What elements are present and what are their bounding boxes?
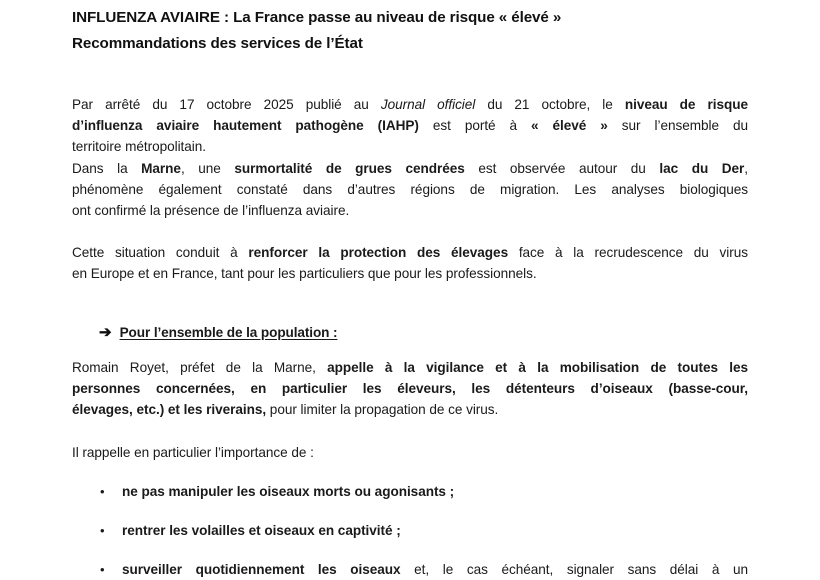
- list-item: [100, 559, 748, 580]
- paragraph-line: [72, 399, 748, 420]
- list-item-text: [122, 520, 748, 541]
- text-run-bold: surmortalité de grues cendrées: [234, 160, 465, 176]
- paragraph-prefet: [72, 357, 748, 421]
- text-run: face à la recrudescence du virus: [508, 245, 748, 261]
- document-content: [72, 0, 748, 580]
- paragraph-line: [72, 378, 748, 399]
- paragraph-line: en Europe et en France, tant pour les particuliers que pour les professionnels.: [72, 266, 537, 282]
- paragraph-arrete: [72, 94, 748, 158]
- list-item-text: [122, 559, 748, 580]
- text-run: Cette situation conduit à: [72, 245, 249, 261]
- text-run: Dans la: [72, 160, 142, 176]
- paragraph-line: [72, 158, 748, 179]
- text-run-bold: personnes concernées, en particulier les éleveurs, les détenteurs d’oiseaux (basse-cour,: [72, 380, 748, 396]
- paragraph-renforcement: [72, 242, 748, 284]
- arrow-right-icon: ➔: [99, 323, 112, 341]
- paragraph-line: [72, 94, 748, 115]
- paragraph-line: phénomène également constaté dans d’autres régions de migration. Les analyses biologiques: [72, 181, 748, 197]
- text-run-bold: renforcer la protection des élevages: [248, 245, 509, 261]
- title-line-1: INFLUENZA AVIAIRE : La France passe au niveau de risque « élevé »: [72, 9, 562, 26]
- journal-officiel-italic: Journal officiel: [380, 97, 476, 112]
- section-heading-label: Pour l’ensemble de la population :: [119, 324, 338, 340]
- recommendations-list: [72, 481, 748, 580]
- text-run: , une: [180, 160, 235, 176]
- list-item: [100, 481, 748, 502]
- paragraph-line: [72, 242, 748, 263]
- paragraph-line: [72, 115, 748, 136]
- text-run-bold: « élevé »: [531, 118, 608, 134]
- text-run: sur l’ensemble du: [607, 118, 748, 134]
- text-run-bold: appelle à la vigilance et à la mobilisation de toutes les: [327, 359, 748, 375]
- text-run: et, le cas échéant, signaler sans délai à un: [400, 562, 748, 578]
- section-heading-population: [99, 323, 748, 343]
- text-run-bold: ne pas manipuler les oiseaux morts ou agonisants ;: [122, 484, 455, 500]
- text-run: du 21 octobre, le: [475, 97, 625, 112]
- paragraph-line: Il rappelle en particulier l’importance de :: [72, 445, 314, 461]
- text-run-bold: lac du Der: [659, 160, 745, 176]
- text-run-bold: niveau de risque: [624, 97, 749, 112]
- list-item-text: [122, 481, 748, 502]
- bullet-icon: •: [100, 484, 105, 500]
- text-run: est observée autour du: [464, 160, 660, 176]
- text-run: Romain Royet, préfet de la Marne,: [72, 359, 328, 375]
- bullet-icon: •: [100, 523, 105, 539]
- paragraph-line: [72, 357, 748, 378]
- text-run: est porté à: [418, 118, 532, 134]
- paragraph-line: territoire métropolitain.: [72, 139, 206, 155]
- text-run-bold: d’influenza aviaire hautement pathogène (IAHP): [72, 118, 419, 134]
- list-item: [100, 520, 748, 541]
- text-run-bold: Marne: [141, 160, 181, 176]
- paragraph-importance: [72, 442, 748, 463]
- title-line-2: Recommandations des services de l’État: [72, 35, 363, 52]
- text-run-bold: élevages, etc.) et les riverains,: [72, 402, 267, 418]
- text-run: ,: [744, 160, 749, 176]
- paragraph-line: ont confirmé la présence de l’influenza aviaire.: [72, 203, 350, 219]
- text-run: pour limiter la propagation de ce virus.: [266, 402, 499, 418]
- text-run-bold: surveiller quotidiennement les oiseaux: [122, 562, 401, 578]
- paragraph-marne: [72, 158, 748, 222]
- bullet-icon: •: [100, 562, 105, 578]
- text-run: Par arrêté du 17 octobre 2025 publié au: [72, 97, 381, 112]
- page-title: [72, 0, 748, 56]
- text-run-bold: rentrer les volailles et oiseaux en captivité ;: [122, 523, 401, 539]
